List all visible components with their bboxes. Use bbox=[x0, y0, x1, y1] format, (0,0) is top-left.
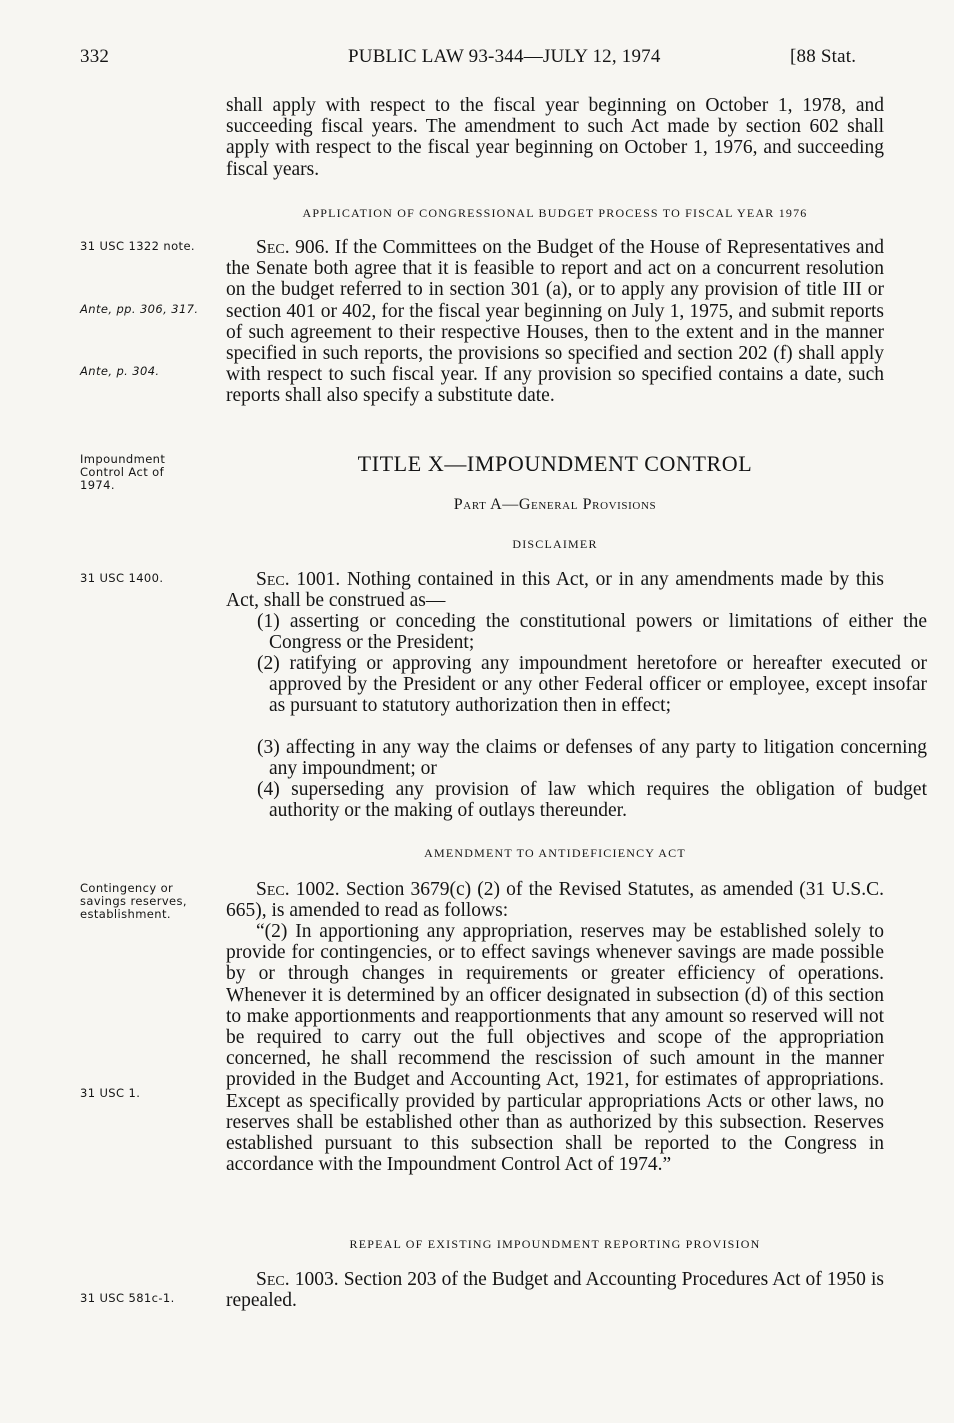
margin-note-ante-304: Ante, p. 304. bbox=[80, 364, 160, 378]
sec-1001-item-3: (3) affecting in any way the claims or defenses of any party to litigation concerning any impoundment; or bbox=[257, 737, 927, 780]
intro-paragraph: shall apply with respect to the fiscal year beginning on October 1, 1978, and succeeding fiscal years. The amendment to such Act made by section 602 shall apply with respect to the fiscal year beginning on October 1, 1976, and succeeding fiscal years. bbox=[226, 95, 884, 180]
sec-906-label: Sec. 906. bbox=[256, 237, 330, 258]
sec-906-text: If the Committees on the Budget of the House of Representatives and the Senate both agree that it is feasible to report and act on a concurrent resolution on the budget referred to in section 301 (a), or to apply any provision of title III or section 401 or 402, for the fiscal year beginning on July 1, 1975, and submit reports of such agreement to their respective Houses, then to the extent and in the manner specified in such reports, the provisions so specified and section 202 (f) shall apply with respect to such fiscal year. If any provision so specified contains a date, such reports shall also specify a substitute date. bbox=[226, 237, 885, 407]
page-header-title: PUBLIC LAW 93-344—JULY 12, 1974 bbox=[348, 46, 661, 67]
sec-1001-item-4: (4) superseding any provision of law which requires the obligation of budget authority or the making of outlays thereunder. bbox=[257, 779, 927, 822]
sec-1001-text: Nothing contained in this Act, or in any amendments made by this Act, shall be construed as— bbox=[226, 569, 884, 612]
sec-906-paragraph bbox=[226, 237, 884, 407]
sec-1001-label: Sec. 1001. bbox=[256, 569, 341, 590]
margin-note-31-usc-1: 31 USC 1. bbox=[80, 1086, 141, 1100]
sec-1001-item-1: (1) asserting or conceding the constitutional powers or limitations of either the Congress or the President; bbox=[257, 611, 927, 654]
margin-note-contingency-reserves: Contingency or savings reserves, establishment. bbox=[80, 881, 187, 921]
margin-note-ante-306: Ante, pp. 306, 317. bbox=[80, 302, 199, 316]
margin-note-31-usc-1322: 31 USC 1322 note. bbox=[80, 239, 195, 253]
part-a-heading: Part A—General Provisions bbox=[453, 496, 657, 513]
sec-1001-paragraph bbox=[226, 569, 884, 611]
sec-1002-heading: AMENDMENT TO ANTIDEFICIENCY ACT bbox=[424, 846, 686, 860]
sec-1003-label: Sec. 1003. bbox=[256, 1269, 339, 1290]
sec-1001-item-2: (2) ratifying or approving any impoundment heretofore or hereafter executed or approved by the President or any other Federal officer or employee, except insofar as pursuant to statutory authorization then in effect; bbox=[257, 653, 927, 717]
page-number: 332 bbox=[80, 46, 110, 67]
statute-reference: [88 Stat. bbox=[790, 46, 857, 67]
sec-1003-paragraph bbox=[226, 1269, 884, 1311]
sec-1003-text: Section 203 of the Budget and Accounting Procedures Act of 1950 is repealed. bbox=[226, 1269, 884, 1312]
sec-1003-heading: REPEAL OF EXISTING IMPOUNDMENT REPORTING PROVISION bbox=[349, 1237, 761, 1251]
margin-note-31-usc-581c-1: 31 USC 581c-1. bbox=[80, 1291, 175, 1305]
sec-1002-paragraph bbox=[226, 879, 884, 921]
margin-note-31-usc-1400: 31 USC 1400. bbox=[80, 571, 164, 585]
sec-1002-quoted-text: “(2) In apportioning any appropriation, reserves may be established solely to provide for contingencies, or to effect savings whenever savings are made possible by or through changes in requirements or greater efficiency of operations. Whenever it is determined by an officer designated in subsection (d) of this section to make apportionments and reapportionments that any amount so reserved will not be required to carry out the full objectives and scope of the appropriation concerned, he shall recommend the rescission of such amount in the manner provided in the Budget and Accounting Act, 1921, for estimates of appropriations. Except as specifically provided by particular appropriations Acts or other laws, no reserves shall be established other than as authorized by this subsection. Reserves established pursuant to this subsection shall be reported to the Congress in accordance with the Impoundment Control Act of 1974.” bbox=[226, 921, 884, 1176]
margin-note-impoundment-control-act: Impoundment Control Act of 1974. bbox=[80, 452, 166, 492]
sec-1002-text: Section 3679(c) (2) of the Revised Statutes, as amended (31 U.S.C. 665), is amended to read as follows: bbox=[226, 879, 885, 922]
sec-906-heading: APPLICATION OF CONGRESSIONAL BUDGET PROCESS TO FISCAL YEAR 1976 bbox=[302, 206, 808, 220]
sec-1002-label: Sec. 1002. bbox=[256, 879, 340, 900]
title-x-heading: TITLE X—IMPOUNDMENT CONTROL bbox=[357, 451, 753, 476]
disclaimer-heading: DISCLAIMER bbox=[512, 537, 598, 551]
